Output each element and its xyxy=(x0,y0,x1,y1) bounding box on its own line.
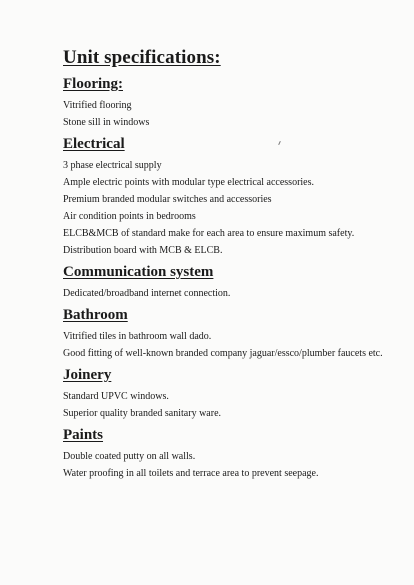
section-paints xyxy=(63,425,393,480)
list-item: Stone sill in windows xyxy=(63,117,150,128)
section-bathroom xyxy=(63,305,393,360)
list-item: 3 phase electrical supply xyxy=(63,160,162,171)
document-title: Unit specifications: xyxy=(63,47,221,68)
section-heading: Electrical xyxy=(63,136,125,152)
list-item: Dedicated/broadband internet connection. xyxy=(63,288,231,299)
section-heading: Paints xyxy=(63,427,104,443)
section-flooring xyxy=(63,74,393,129)
document-content xyxy=(63,46,393,485)
list-item: Water proofing in all toilets and terrace area to prevent seepage. xyxy=(63,468,319,479)
list-item: Standard UPVC windows. xyxy=(63,391,169,402)
list-item: Vitrified flooring xyxy=(63,100,132,111)
section-items xyxy=(63,331,393,360)
section-joinery xyxy=(63,365,393,420)
section-electrical xyxy=(63,134,393,257)
section-items xyxy=(63,288,393,300)
section-heading: Communication system xyxy=(63,264,214,280)
list-item: Ample electric points with modular type electrical accessories. xyxy=(63,177,315,188)
list-item: Double coated putty on all walls. xyxy=(63,451,196,462)
list-item: Air condition points in bedrooms xyxy=(63,211,196,222)
list-item: Good fitting of well-known branded company jaguar/essco/plumber faucets etc. xyxy=(63,348,383,359)
section-items xyxy=(63,100,393,129)
list-item: Superior quality branded sanitary ware. xyxy=(63,408,222,419)
section-items xyxy=(63,160,393,257)
list-item: Distribution board with MCB & ELCB. xyxy=(63,245,223,256)
list-item: ELCB&MCB of standard make for each area to ensure maximum safety. xyxy=(63,228,355,239)
section-heading: Flooring: xyxy=(63,76,123,92)
section-communication-system xyxy=(63,262,393,300)
section-heading: Bathroom xyxy=(63,307,128,323)
list-item: Premium branded modular switches and accessories xyxy=(63,194,272,205)
section-items xyxy=(63,391,393,420)
section-items xyxy=(63,451,393,480)
section-heading: Joinery xyxy=(63,367,112,383)
list-item: Vitrified tiles in bathroom wall dado. xyxy=(63,331,212,342)
